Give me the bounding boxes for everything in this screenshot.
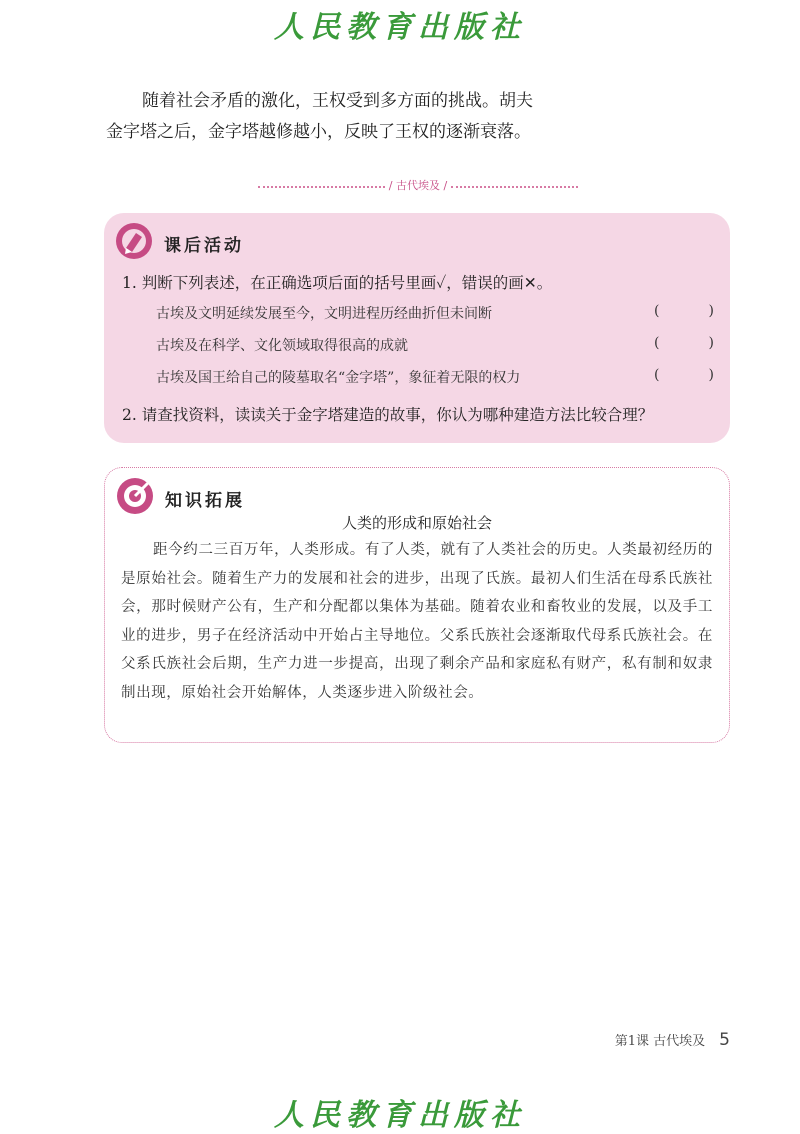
bracket-close: ) [708, 367, 714, 383]
intro-paragraph [106, 86, 586, 148]
publisher-logo-bottom: 人民教育出版社 [274, 1098, 526, 1133]
bracket-open: ( [654, 367, 660, 383]
answer-bracket[interactable] [654, 367, 714, 383]
bracket-open: ( [654, 303, 660, 319]
pencil-icon [114, 221, 154, 261]
publisher-logo-top: 人民教育出版社 [274, 10, 526, 45]
divider-dots-left [258, 186, 385, 188]
page-number: 5 [719, 1030, 730, 1050]
statement-text: 古埃及国王给自己的陵墓取名“金字塔”，象征着无限的权力 [156, 370, 521, 386]
statement-row [156, 335, 716, 355]
knowledge-subtitle: 人类的形成和原始社会 [341, 514, 492, 532]
section-label: / 古代埃及 / [388, 179, 448, 192]
section-divider [258, 177, 578, 193]
knowledge-body [121, 536, 713, 707]
lesson-label: 第1课 古代埃及 [614, 1034, 706, 1049]
statement-row [156, 303, 716, 323]
answer-bracket[interactable] [654, 303, 714, 319]
bracket-close: ) [708, 303, 714, 319]
after-class-activity-box [104, 213, 730, 443]
question-1: 1. 判断下列表述，在正确选项后面的括号里画✓，错误的画✕。 [122, 274, 553, 292]
statement-row [156, 367, 716, 387]
knowledge-body-text: 距今约二三百万年，人类形成。有了人类，就有了人类社会的历史。人类最初经历的是原始社会。随着生产力的发展和社会的进步，出现了氏族。最初人们生活在母系氏族社会，那时候财产公有，生产和分配都以集体为基础。随着农业和畜牧业的发展，以及手工业的进步，男子在经济活动中开始占主导地位。父系氏族社会逐渐取代母系氏族社会。在父系氏族社会后期，生产力进一步提高，出现了剩余产品和家庭私有财产，私有制和奴隶制出现，原始社会开始解体，人类逐步进入阶级社会。 [121, 542, 713, 701]
answer-bracket[interactable] [654, 335, 714, 351]
bracket-close: ) [708, 335, 714, 351]
target-arrow-icon [115, 476, 155, 516]
knowledge-extension-box [104, 467, 730, 743]
intro-line-2: 金字塔之后，金字塔越修越小，反映了王权的逐渐衰落。 [106, 122, 531, 142]
activity-title: 课后活动 [164, 236, 244, 256]
divider-dots-right [451, 186, 578, 188]
knowledge-title: 知识拓展 [165, 491, 245, 511]
page-footer [615, 1030, 730, 1050]
statement-text: 古埃及文明延续发展至今，文明进程历经曲折但未间断 [156, 306, 492, 322]
statement-text: 古埃及在科学、文化领域取得很高的成就 [156, 338, 408, 354]
bracket-open: ( [654, 335, 660, 351]
question-2: 2. 请查找资料，读读关于金字塔建造的故事，你认为哪种建造方法比较合理？ [122, 406, 654, 424]
intro-line-1: 随着社会矛盾的激化，王权受到多方面的挑战。胡夫 [142, 91, 533, 111]
